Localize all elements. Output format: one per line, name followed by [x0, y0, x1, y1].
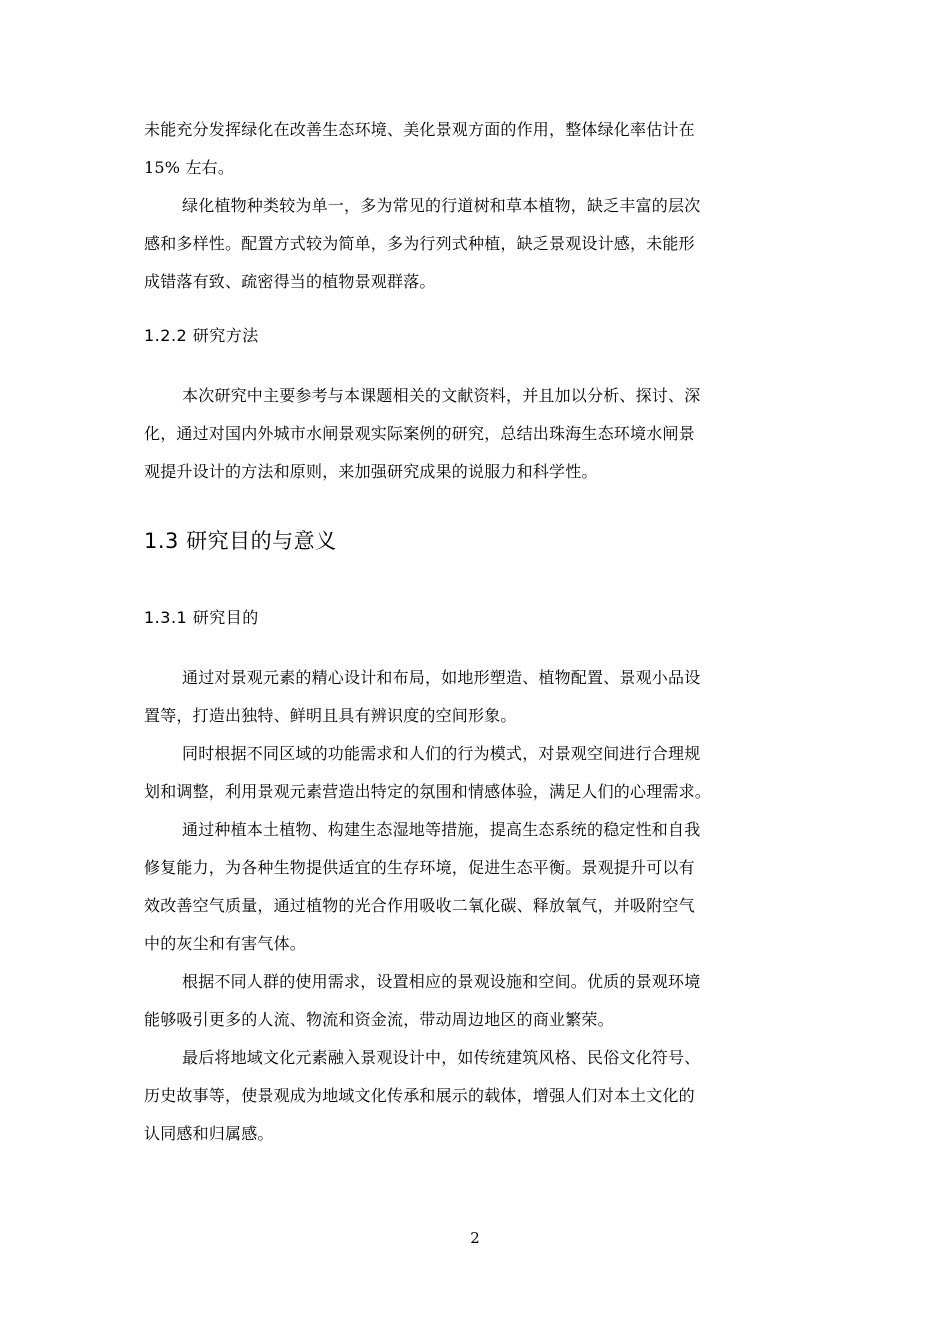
paragraph-line: 本次研究中主要参考与本课题相关的文献资料，并且加以分析、探讨、深 [182, 386, 701, 405]
paragraph-line: 根据不同人群的使用需求，设置相应的景观设施和空间。优质的景观环境 [182, 972, 701, 991]
paragraph-line: 能够吸引更多的人流、物流和资金流，带动周边地区的商业繁荣。 [144, 1010, 614, 1029]
paragraph-line: 最后将地域文化元素融入景观设计中，如传统建筑风格、民俗文化符号、 [182, 1048, 701, 1067]
paragraph-line: 观提升设计的方法和原则，来加强研究成果的说服力和科学性。 [144, 462, 598, 481]
section-heading-1-3-1: 1.3.1 研究目的 [144, 608, 259, 627]
paragraph-line: 中的灰尘和有害气体。 [144, 934, 307, 953]
page-number: 2 [470, 1229, 480, 1247]
paragraph-line: 同时根据不同区域的功能需求和人们的行为模式，对景观空间进行合理规 [182, 744, 701, 763]
paragraph-line: 置等，打造出独特、鲜明且具有辨识度的空间形象。 [144, 706, 517, 725]
paragraph-line: 感和多样性。配置方式较为简单，多为行列式种植，缺乏景观设计感，未能形 [144, 234, 695, 253]
section-heading-1-2-2: 1.2.2 研究方法 [144, 326, 259, 345]
paragraph-line: 历史故事等，使景观成为地域文化传承和展示的载体，增强人们对本土文化的 [144, 1086, 695, 1105]
section-heading-1-3: 1.3 研究目的与意义 [144, 529, 337, 553]
paragraph-line: 效改善空气质量，通过植物的光合作用吸收二氧化碳、释放氧气，并吸附空气 [144, 896, 695, 915]
paragraph-line: 划和调整，利用景观元素营造出特定的氛围和情感体验，满足人们的心理需求。 [144, 782, 712, 801]
paragraph-line: 通过对景观元素的精心设计和布局，如地形塑造、植物配置、景观小品设 [182, 668, 701, 687]
paragraph-line: 成错落有致、疏密得当的植物景观群落。 [144, 272, 436, 291]
paragraph-line: 通过种植本土植物、构建生态湿地等措施，提高生态系统的稳定性和自我 [182, 820, 701, 839]
paragraph-line: 15% 左右。 [144, 158, 235, 177]
paragraph-line: 未能充分发挥绿化在改善生态环境、美化景观方面的作用，整体绿化率估计在 [144, 120, 695, 139]
paragraph-line: 化，通过对国内外城市水闸景观实际案例的研究，总结出珠海生态环境水闸景 [144, 424, 695, 443]
paragraph-line: 绿化植物种类较为单一，多为常见的行道树和草本植物，缺乏丰富的层次 [182, 196, 701, 215]
paragraph-line: 认同感和归属感。 [144, 1124, 274, 1143]
paragraph-line: 修复能力，为各种生物提供适宜的生存环境，促进生态平衡。景观提升可以有 [144, 858, 695, 877]
